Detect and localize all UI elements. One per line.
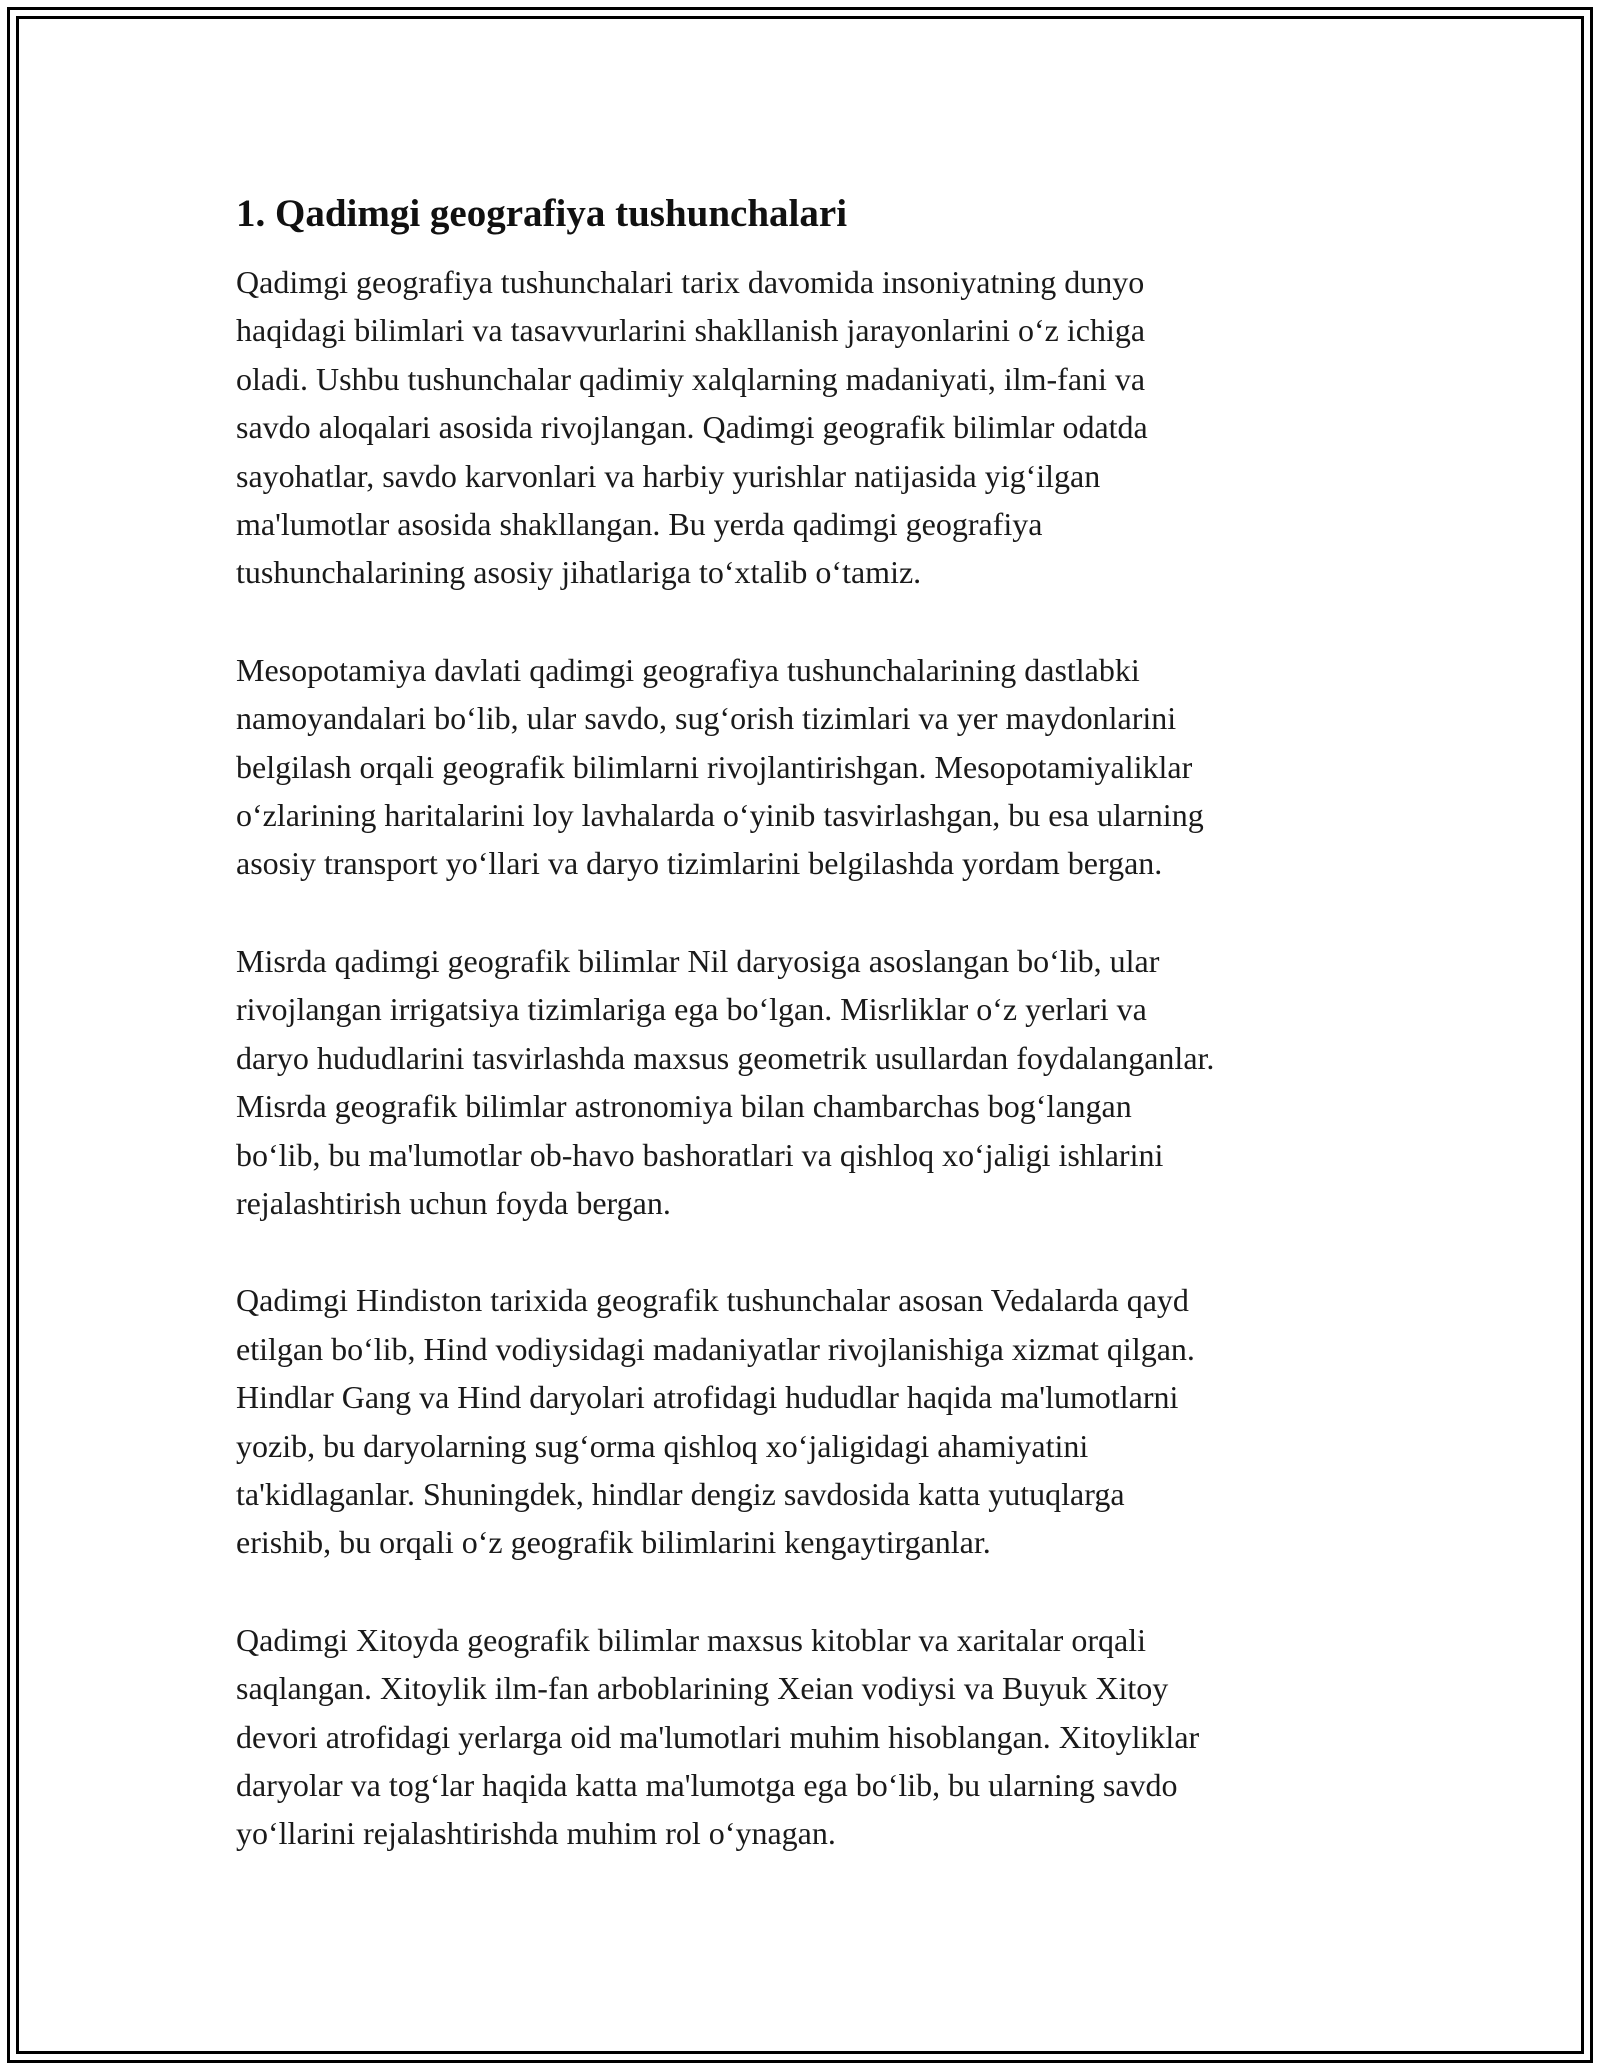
section-heading: 1. Qadimgi geografiya tushunchalari <box>236 192 848 235</box>
paragraph-india: Qadimgi Hindiston tarixida geografik tushunchalar asosan Vedalarda qayd etilgan bo‘lib, Hind vodiysidagi madaniyatlar rivojlanishiga xizmat qilgan. Hindlar Gang va Hind daryolari atrofidagi hududlar haqida ma'lumotlarni yozib, bu daryolarning sug‘orma qishloq xo‘jaligidagi ahamiyatini ta'kidlaganlar. Shuningdek, hindlar dengiz savdosida katta yutuqlarga erishib, bu orqali o‘z geografik bilimlarini kengaytirganlar. <box>236 1282 1195 1561</box>
paragraph-mesopotamia: Mesopotamiya davlati qadimgi geografiya tushunchalarining dastlabki namoyandalari bo‘lib, ular savdo, sug‘orish tizimlari va yer maydonlarini belgilash orqali geografik bilimlarni rivojlantirishgan. Mesopotamiyaliklar o‘zlarining haritalarini loy lavhalarda o‘yinib tasvirlashgan, bu esa ularning asosiy transport yo‘llari va daryo tizimlarini belgilashda yordam bergan. <box>236 651 1204 882</box>
paragraph-egypt: Misrda qadimgi geografik bilimlar Nil daryosiga asoslangan bo‘lib, ular rivojlangan irrigatsiya tizimlariga ega bo‘lgan. Misrliklar o‘z yerlari va daryo hududlarini tasvirlashda maxsus geometrik usullardan foydalanganlar. Misrda geografik bilimlar astronomiya bilan chambarchas bog‘langan bo‘lib, bu ma'lumotlar ob-havo bashoratlari va qishloq xo‘jaligi ishlarini rejalashtirish uchun foyda bergan. <box>236 942 1215 1221</box>
document-body <box>236 188 1366 1907</box>
paragraph-china: Qadimgi Xitoyda geografik bilimlar maxsus kitoblar va xaritalar orqali saqlangan. Xitoylik ilm-fan arboblarining Xeian vodiysi va Buyuk Xitoy devori atrofidagi yerlarga oid ma'lumotlari muhim hisoblangan. Xitoyliklar daryolar va tog‘lar haqida katta ma'lumotga ega bo‘lib, bu ularning savdo yo‘llarini rejalashtirishda muhim rol o‘ynagan. <box>236 1621 1200 1852</box>
paragraph-intro: Qadimgi geografiya tushunchalari tarix davomida insoniyatning dunyo haqidagi bilimlari va tasavvurlarini shakllanish jarayonlarini o‘z ichiga oladi. Ushbu tushunchalar qadimiy xalqlarning madaniyati, ilm-fani va savdo aloqalari asosida rivojlangan. Qadimgi geografik bilimlar odatda sayohatlar, savdo karvonlari va harbiy yurishlar natijasida yig‘ilgan ma'lumotlar asosida shakllangan. Bu yerda qadimgi geografiya tushunchalarining asosiy jihatlariga to‘xtalib o‘tamiz. <box>236 264 1148 591</box>
